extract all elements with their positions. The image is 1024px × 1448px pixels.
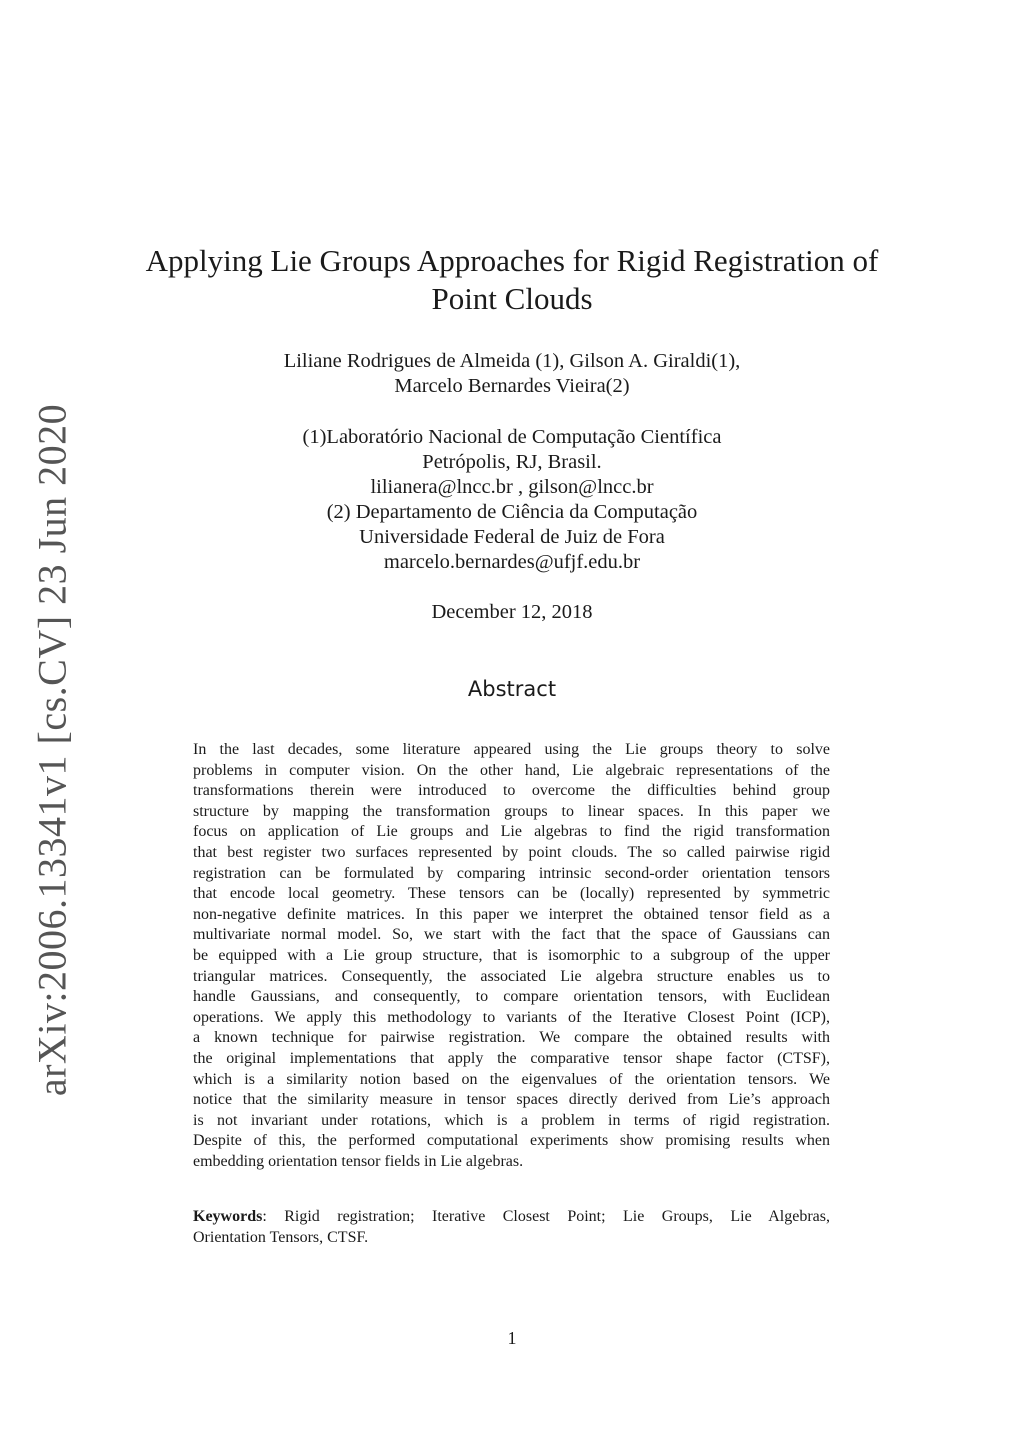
keywords-list-part-1: : Rigid registration; Iterative Closest Point; Lie Groups, Lie Algebras,: [262, 1208, 830, 1225]
title-line-1: Applying Lie Groups Approaches for Rigid Registration of: [145, 243, 879, 278]
abstract-line: In the last decades, some literature appeared using the Lie groups theory to solve: [193, 741, 830, 758]
affiliation-2-department: (2) Departamento de Ciência da Computação: [326, 501, 698, 523]
author-line-1: Liliane Rodrigues de Almeida (1), Gilson A. Giraldi(1),: [283, 350, 741, 372]
abstract-line: which is a similarity notion based on the eigenvalues of the orientation tensors. We: [193, 1070, 830, 1088]
abstract-line: Despite of this, the performed computational experiments show promising results when: [193, 1132, 830, 1150]
abstract-line: multivariate normal model. So, we start with the fact that the space of Gaussians can: [193, 926, 830, 944]
keywords-section: [193, 1206, 830, 1248]
affiliation-2-university: Universidade Federal de Juiz de Fora: [359, 526, 665, 548]
abstract-line: is not invariant under rotations, which is a problem in terms of rigid registration.: [193, 1111, 830, 1129]
arxiv-identifier-stamp: arXiv:2006.13341v1 [cs.CV] 23 Jun 2020: [29, 403, 75, 1097]
keywords-line-1: [193, 1206, 830, 1227]
abstract-line: embedding orientation tensor fields in Lie algebras.: [193, 1152, 524, 1170]
abstract-line: registration can be formulated by comparing intrinsic second-order orientation tensors: [193, 864, 830, 882]
abstract-line: non-negative definite matrices. In this paper we interpret the obtained tensor field as a: [193, 905, 830, 923]
abstract-line: problems in computer vision. On the other hand, Lie algebraic representations of the: [193, 761, 830, 779]
abstract-line: that encode local geometry. These tensors can be (locally) represented by symmetric: [193, 885, 830, 903]
abstract-line: handle Gaussians, and consequently, to compare orientation tensors, with Euclidean: [193, 988, 830, 1006]
abstract-line: the original implementations that apply the comparative tensor shape factor (CTSF),: [193, 1049, 830, 1067]
abstract-line: a known technique for pairwise registration. We compare the obtained results with: [193, 1029, 830, 1047]
title-line-2: Point Clouds: [431, 281, 593, 316]
affiliation-2-email: marcelo.bernardes@ufjf.edu.br: [383, 551, 641, 573]
affiliation-1-emails: lilianera@lncc.br , gilson@lncc.br: [370, 476, 654, 498]
paper-date: December 12, 2018: [431, 601, 593, 623]
abstract-line: notice that the similarity measure in tensor spaces directly derived from Lie’s approach: [193, 1091, 830, 1109]
abstract-heading: Abstract: [467, 677, 557, 701]
abstract-line: structure by mapping the transformation groups to linear spaces. In this paper we: [193, 802, 830, 820]
abstract-line: transformations therein were introduced to overcome the difficulties behind group: [193, 782, 830, 800]
author-line-2: Marcelo Bernardes Vieira(2): [394, 375, 630, 397]
affiliation-1-institution: (1)Laboratório Nacional de Computação Científica: [302, 426, 722, 448]
page-number: 1: [507, 1328, 517, 1348]
abstract-line: that best register two surfaces represented by point clouds. The so called pairwise rigid: [193, 843, 830, 861]
affiliation-1-location: Petrópolis, RJ, Brasil.: [422, 451, 602, 473]
affiliations: [0, 425, 1024, 575]
abstract-line: focus on application of Lie groups and Lie algebras to find the rigid transformation: [193, 823, 830, 841]
abstract-line: operations. We apply this methodology to variants of the Iterative Closest Point (ICP),: [193, 1008, 830, 1026]
abstract-line: triangular matrices. Consequently, the associated Lie algebra structure enables us to: [193, 967, 830, 985]
keywords-list-part-2: Orientation Tensors, CTSF.: [193, 1229, 369, 1246]
abstract-body: [193, 740, 830, 1172]
paper-title: [0, 242, 1024, 318]
abstract-line: be equipped with a Lie group structure, that is isomorphic to a subgroup of the upper: [193, 946, 830, 964]
keywords-label: Keywords: [193, 1208, 263, 1225]
author-list: [0, 349, 1024, 399]
